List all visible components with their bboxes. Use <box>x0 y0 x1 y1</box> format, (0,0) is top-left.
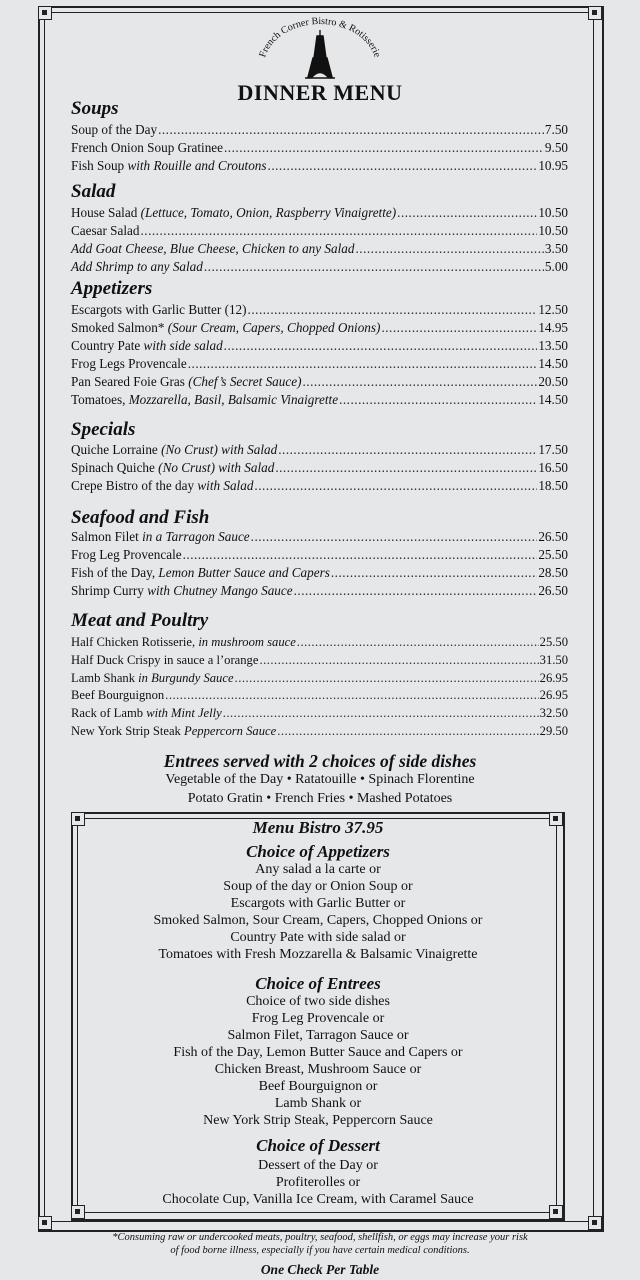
corner-ornament-bl <box>38 1216 52 1230</box>
menu-item-price: 17.50 <box>538 442 568 457</box>
menu-item-soups <box>71 122 568 138</box>
menu-item-name: Fish of the Day, Lemon Butter Sauce and Capers <box>71 565 330 580</box>
leader-dots <box>165 687 538 703</box>
brand-arc-text: French Corner Bistro & Rotisserie <box>257 15 383 59</box>
menu-item-name: New York Strip Steak Peppercorn Sauce <box>71 724 277 738</box>
leader-dots <box>268 158 538 174</box>
menu-item-meat <box>71 723 568 739</box>
bistro-entrees-head: Choice of Entrees <box>255 974 381 993</box>
leader-dots <box>275 460 537 476</box>
leader-dots <box>224 338 538 354</box>
menu-item-meat <box>71 652 568 668</box>
menu-item-seafood <box>71 565 568 581</box>
corner-ornament-br <box>588 1216 602 1230</box>
section-title-soups: Soups <box>71 98 119 119</box>
section-title-specials: Specials <box>71 419 136 440</box>
leader-dots <box>331 565 537 581</box>
menu-item-name: Country Pate with side salad <box>71 338 223 353</box>
one-check-note: One Check Per Table <box>260 1262 380 1277</box>
menu-item-name: Lamb Shank in Burgundy Sauce <box>71 670 234 685</box>
menu-item-price: 12.50 <box>538 302 568 317</box>
menu-item-salad <box>71 205 568 221</box>
bistro-list-item: Profiterolles or <box>275 1175 361 1190</box>
menu-item-price: 26.95 <box>539 670 568 685</box>
leader-dots <box>254 478 537 494</box>
bistro-list-item: Chocolate Cup, Vanilla Ice Cream, with Caramel Sauce <box>162 1192 474 1207</box>
sides-line-1: Vegetable of the Day • Ratatouille • Spinach Florentine <box>165 772 475 787</box>
menu-item-name: Smoked Salmon* (Sour Cream, Capers, Chopped Onions) <box>71 320 381 335</box>
menu-item-price: 29.50 <box>539 724 568 738</box>
bistro-entrees-list <box>71 993 565 1129</box>
menu-item-price: 9.50 <box>544 140 568 155</box>
leader-dots <box>259 652 538 668</box>
leader-dots <box>158 122 544 138</box>
leader-dots <box>381 320 537 336</box>
menu-item-seafood <box>71 529 568 545</box>
menu-item-price: 32.50 <box>539 706 568 721</box>
bistro-logo <box>250 14 390 82</box>
bistro-dessert-list <box>71 1157 565 1208</box>
menu-item-price: 3.50 <box>544 241 568 256</box>
menu-item-name: Crepe Bistro of the day with Salad <box>71 478 254 493</box>
menu-item-price: 14.50 <box>538 392 568 407</box>
leader-dots <box>235 670 539 686</box>
bistro-title: Menu Bistro 37.95 <box>252 818 384 837</box>
bistro-list-item: Choice of two side dishes <box>246 994 390 1009</box>
bistro-list-item: Lamb Shank or <box>274 1096 362 1111</box>
bistro-appetizers-head: Choice of Appetizers <box>246 842 390 861</box>
bistro-list-item: Fish of the Day, Lemon Butter Sauce and Capers or <box>173 1045 463 1060</box>
leader-dots <box>251 529 538 545</box>
menu-item-salad <box>71 259 568 275</box>
leader-dots <box>183 547 538 563</box>
menu-item-name: Frog Legs Provencale <box>71 356 187 371</box>
menu-item-price: 14.50 <box>538 356 568 371</box>
menu-item-price: 26.50 <box>538 529 568 544</box>
menu-item-price: 7.50 <box>544 122 568 137</box>
menu-item-meat <box>71 634 568 650</box>
menu-item-price: 20.50 <box>538 374 568 389</box>
menu-item-appetizers <box>71 392 568 408</box>
menu-item-name: Salmon Filet in a Tarragon Sauce <box>71 529 250 544</box>
section-title-salad: Salad <box>71 181 116 202</box>
leader-dots <box>277 723 538 739</box>
menu-item-name: Caesar Salad <box>71 223 140 238</box>
menu-item-name: Spinach Quiche (No Crust) with Salad <box>71 460 275 475</box>
leader-dots <box>188 356 538 372</box>
menu-item-price: 18.50 <box>538 478 568 493</box>
menu-item-soups <box>71 140 568 156</box>
menu-item-name: Pan Seared Foie Gras (Chef’s Secret Sauce) <box>71 374 302 389</box>
bistro-dessert-head: Choice of Dessert <box>256 1136 380 1155</box>
menu-item-price: 31.50 <box>539 652 568 667</box>
menu-item-name: Frog Leg Provencale <box>71 547 182 562</box>
menu-item-price: 16.50 <box>538 460 568 475</box>
menu-item-name: Add Shrimp to any Salad <box>71 259 203 274</box>
menu-title: DINNER MENU <box>237 80 403 105</box>
leader-dots <box>278 442 537 458</box>
leader-dots <box>140 223 537 239</box>
menu-item-price: 10.50 <box>538 205 568 220</box>
menu-item-appetizers <box>71 302 568 318</box>
corner-ornament-tr <box>588 6 602 20</box>
menu-item-name: Add Goat Cheese, Blue Cheese, Chicken to any Salad <box>71 241 355 256</box>
menu-item-soups <box>71 158 568 174</box>
bistro-list-item: Frog Leg Provencale or <box>251 1011 385 1026</box>
bistro-list-item: Smoked Salmon, Sour Cream, Capers, Chopped Onions or <box>153 913 483 928</box>
entrees-note: Entrees served with 2 choices of side dishes <box>163 751 477 771</box>
food-safety-disclaimer <box>70 1232 570 1257</box>
disclaimer-line-1: *Consuming raw or undercooked meats, poultry, seafood, shellfish, or eggs may increase your risk <box>112 1232 528 1243</box>
corner-ornament-tl <box>38 6 52 20</box>
menu-item-name: Escargots with Garlic Butter (12) <box>71 302 247 317</box>
menu-item-price: 10.50 <box>538 223 568 238</box>
menu-item-meat <box>71 670 568 686</box>
menu-item-salad <box>71 241 568 257</box>
menu-item-name: Rack of Lamb with Mint Jelly <box>71 706 222 721</box>
menu-item-name: House Salad (Lettuce, Tomato, Onion, Raspberry Vinaigrette) <box>71 205 397 220</box>
menu-item-price: 10.95 <box>538 158 568 173</box>
bistro-list-item: New York Strip Steak, Peppercorn Sauce <box>203 1113 433 1128</box>
leader-dots <box>355 241 543 257</box>
section-title-meat: Meat and Poultry <box>71 610 209 631</box>
section-title-seafood: Seafood and Fish <box>71 507 210 528</box>
bistro-list-item: Country Pate with side salad or <box>230 930 406 945</box>
leader-dots <box>224 140 544 156</box>
menu-item-name: French Onion Soup Gratinee <box>71 140 223 155</box>
bistro-list-item: Beef Bourguignon or <box>258 1079 378 1094</box>
menu-item-price: 5.00 <box>544 259 568 274</box>
menu-item-price: 13.50 <box>538 338 568 353</box>
menu-item-specials <box>71 460 568 476</box>
section-title-appetizers: Appetizers <box>71 278 153 299</box>
menu-item-name: Shrimp Curry with Chutney Mango Sauce <box>71 583 293 598</box>
menu-item-price: 14.95 <box>538 320 568 335</box>
leader-dots <box>302 374 537 390</box>
disclaimer-line-2: of food borne illness, especially if you have certain medical conditions. <box>170 1244 470 1256</box>
menu-item-price: 28.50 <box>538 565 568 580</box>
leader-dots <box>204 259 544 275</box>
leader-dots <box>339 392 537 408</box>
leader-dots <box>397 205 537 221</box>
bistro-list-item: Dessert of the Day or <box>258 1158 378 1173</box>
menu-item-price: 26.95 <box>539 688 568 703</box>
menu-item-seafood <box>71 547 568 563</box>
menu-item-specials <box>71 442 568 458</box>
leader-dots <box>297 634 539 650</box>
menu-item-appetizers <box>71 374 568 390</box>
sides-line-2: Potato Gratin • French Fries • Mashed Potatoes <box>187 791 453 806</box>
menu-item-appetizers <box>71 338 568 354</box>
menu-item-price: 25.50 <box>538 547 568 562</box>
menu-item-seafood <box>71 583 568 599</box>
menu-item-name: Soup of the Day <box>71 122 158 137</box>
bistro-list-item: Soup of the day or Onion Soup or <box>223 879 413 894</box>
menu-item-name: Beef Bourguignon <box>71 688 165 703</box>
leader-dots <box>294 583 538 599</box>
menu-item-specials <box>71 478 568 494</box>
leader-dots <box>248 302 538 318</box>
menu-item-name: Fish Soup with Rouille and Croutons <box>71 158 267 173</box>
leader-dots <box>223 705 539 721</box>
menu-item-appetizers <box>71 320 568 336</box>
bistro-list-item: Escargots with Garlic Butter or <box>230 896 406 911</box>
menu-item-price: 25.50 <box>539 635 568 649</box>
menu-item-meat <box>71 687 568 703</box>
bistro-list-item: Tomatoes with Fresh Mozzarella & Balsamic Vinaigrette <box>158 947 478 962</box>
menu-item-appetizers <box>71 356 568 372</box>
menu-item-salad <box>71 223 568 239</box>
bistro-list-item: Chicken Breast, Mushroom Sauce or <box>214 1062 422 1077</box>
menu-item-price: 26.50 <box>538 583 568 598</box>
menu-item-name: Quiche Lorraine (No Crust) with Salad <box>71 442 278 457</box>
menu-item-name: Tomatoes, Mozzarella, Basil, Balsamic Vinaigrette <box>71 392 339 407</box>
menu-item-meat <box>71 705 568 721</box>
menu-item-name: Half Chicken Rotisserie, in mushroom sauce <box>71 635 296 649</box>
bistro-appetizers-list <box>71 861 565 963</box>
menu-item-name: Half Duck Crispy in sauce a l’orange <box>71 652 259 667</box>
eiffel-tower-icon <box>305 30 335 78</box>
bistro-list-item: Any salad a la carte or <box>255 862 381 877</box>
bistro-list-item: Salmon Filet, Tarragon Sauce or <box>227 1028 409 1043</box>
